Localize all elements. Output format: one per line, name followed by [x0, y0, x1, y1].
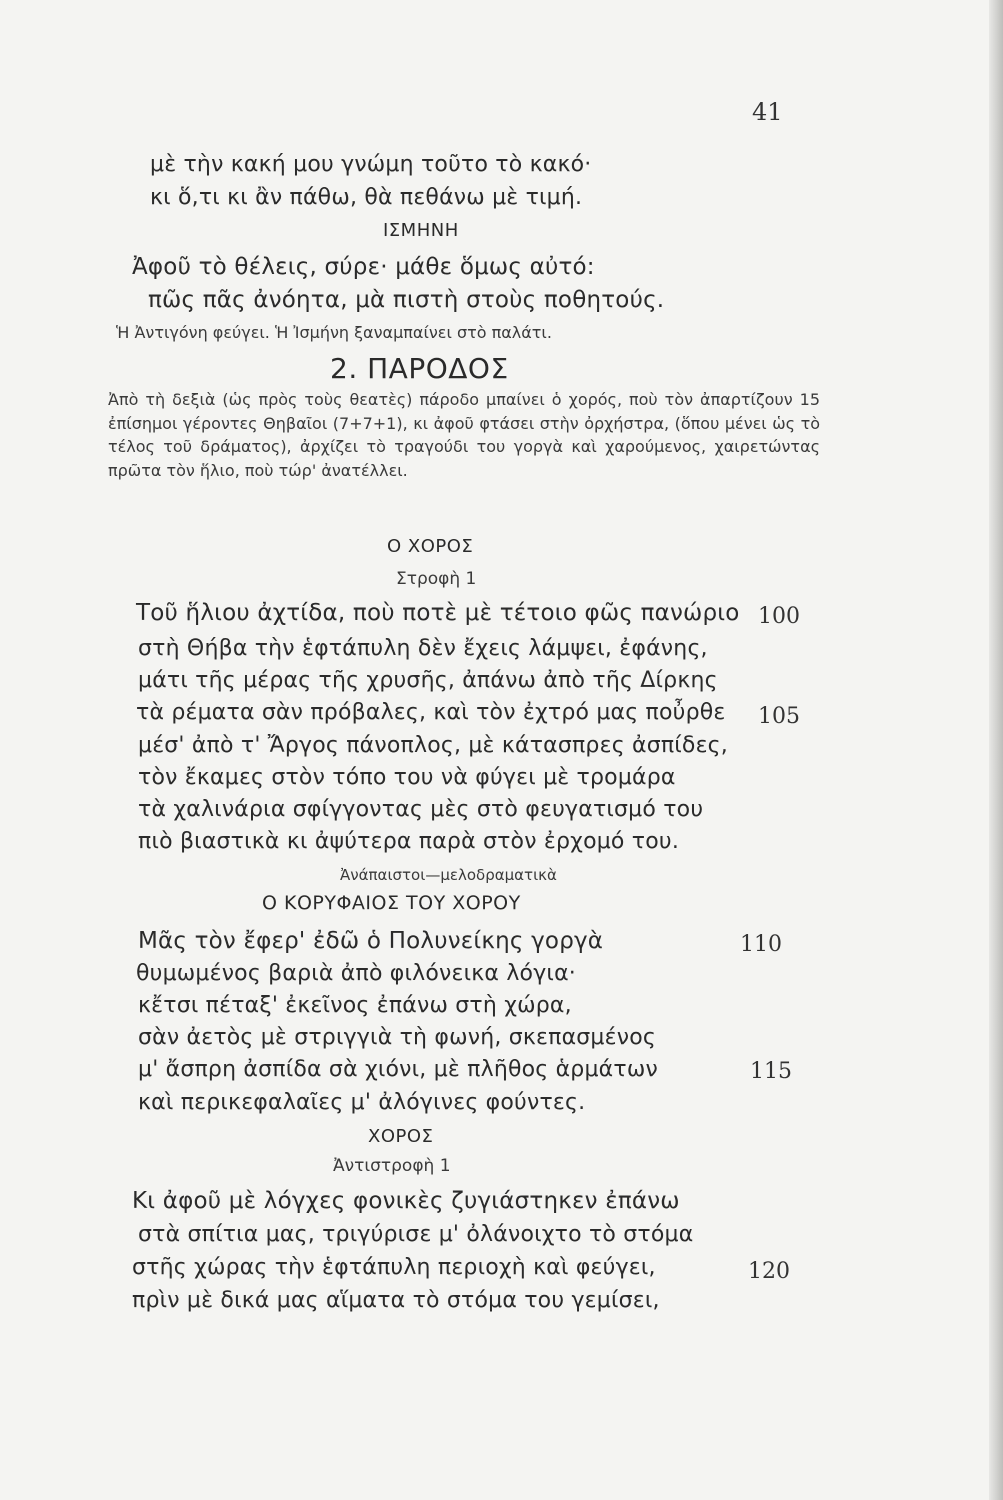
section-title: 2. ΠΑΡΟΔΟΣ: [330, 352, 509, 385]
line-number: 110: [740, 932, 782, 957]
verse-line: στὰ σπίτια μας, τριγύρισε μ' ὀλάνοιχτο τὸ στόμα: [138, 1222, 694, 1247]
verse-line: κι ὅ,τι κι ἂν πάθω, θὰ πεθάνω μὲ τιμή.: [150, 185, 583, 210]
speaker-chorus: ΧΟΡΟΣ: [368, 1126, 434, 1147]
line-number: 115: [750, 1059, 792, 1084]
verse-line: Κι ἀφοῦ μὲ λόγχες φονικὲς ζυγιάστηκεν ἐπάνω: [132, 1188, 680, 1214]
verse-line: μ' ἄσπρη ἀσπίδα σὰ χιόνι, μὲ πλῆθος ἁρμάτων: [138, 1057, 658, 1082]
line-number: 100: [758, 604, 800, 629]
verse-line: πιὸ βιαστικὰ κι ἀψύτερα παρὰ στὸν ἐρχομό του.: [138, 829, 680, 854]
stage-direction-paragraph: Ἀπὸ τὴ δεξιὰ (ὡς πρὸς τοὺς θεατὲς) πάροδο μπαίνει ὁ χορός, ποὺ τὸν ἀπαρτίζουν 15 ἐπίσημοι γέροντες Θηβαῖοι (7+7+1), κι ἀφοῦ φτάσει στὴν ὀρχήστρα, (ὅπου μένει ὡς τὸ τέλος τοῦ δράματος), ἀρχίζει τὸ τραγούδι του γοργὰ καὶ χαρούμενος, χαιρετώντας πρῶτα τὸν ἥλιο, ποὺ τώρ' ἀνατέλλει.: [108, 390, 820, 480]
verse-line: μέσ' ἀπὸ τ' Ἄργος πάνοπλος, μὲ κάτασπρες ἀσπίδες,: [138, 733, 728, 758]
verse-line: τὸν ἔκαμες στὸν τόπο του νὰ φύγει μὲ τρομάρα: [138, 765, 676, 790]
verse-line: στῆς χώρας τὴν ἑφτάπυλη περιοχὴ καὶ φεύγει,: [132, 1255, 656, 1280]
verse-line: τὰ ρέματα σὰν πρόβαλες, καὶ τὸν ἐχτρό μας ποὖρθε: [136, 700, 726, 725]
speaker-chorus: Ο ΧΟΡΟΣ: [387, 536, 474, 557]
verse-line: τὰ χαλινάρια σφίγγοντας μὲς στὸ φευγατισμό του: [138, 797, 704, 822]
page-number: 41: [752, 98, 783, 126]
line-number: 105: [758, 704, 800, 729]
line-number: 120: [748, 1259, 790, 1284]
verse-line: μὲ τὴν κακή μου γνώμη τοῦτο τὸ κακό·: [150, 152, 592, 177]
strophe-label: Στροφὴ 1: [396, 569, 477, 589]
anapaest-label: Ἀνάπαιστοι—μελοδραματικὰ: [340, 866, 557, 884]
speaker-ismene: ΙΣΜΗΝΗ: [383, 220, 459, 241]
verse-line: Ἀφοῦ τὸ θέλεις, σύρε· μάθε ὅμως αὐτό:: [132, 254, 595, 280]
verse-line: Τοῦ ἥλιου ἀχτίδα, ποὺ ποτὲ μὲ τέτοιο φῶς πανώριο: [136, 600, 740, 626]
verse-line: στὴ Θήβα τὴν ἑφτάπυλη δὲν ἔχεις λάμψει, ἐφάνης,: [138, 636, 708, 661]
antistrophe-label: Ἀντιστροφὴ 1: [333, 1156, 451, 1176]
verse-line: καὶ περικεφαλαῖες μ' ἀλόγινες φούντες.: [138, 1090, 586, 1115]
speaker-coryphaeus: Ο ΚΟΡΥΦΑΙΟΣ ΤΟΥ ΧΟΡΟΥ: [262, 892, 521, 914]
verse-line: σὰν ἀετὸς μὲ στριγγιὰ τὴ φωνή, σκεπασμένος: [138, 1025, 656, 1050]
stage-direction: Ἡ Ἀντιγόνη φεύγει. Ἡ Ἰσμήνη ξαναμπαίνει στὸ παλάτι.: [116, 323, 552, 342]
verse-line: πρὶν μὲ δικά μας αἵματα τὸ στόμα του γεμίσει,: [132, 1288, 660, 1313]
page-edge-shadow: [989, 0, 1003, 1500]
verse-line: πῶς πᾶς ἀνόητα, μὰ πιστὴ στοὺς ποθητούς.: [148, 287, 665, 313]
verse-line: θυμωμένος βαριὰ ἀπὸ φιλόνεικα λόγια·: [136, 961, 576, 986]
verse-line: κἔτσι πέταξ' ἐκεῖνος ἐπάνω στὴ χώρα,: [138, 993, 572, 1018]
verse-line: μάτι τῆς μέρας τῆς χρυσῆς, ἀπάνω ἀπὸ τῆς Δίρκης: [138, 668, 718, 693]
verse-line: Μᾶς τὸν ἔφερ' ἐδῶ ὁ Πολυνείκης γοργὰ: [138, 928, 604, 954]
